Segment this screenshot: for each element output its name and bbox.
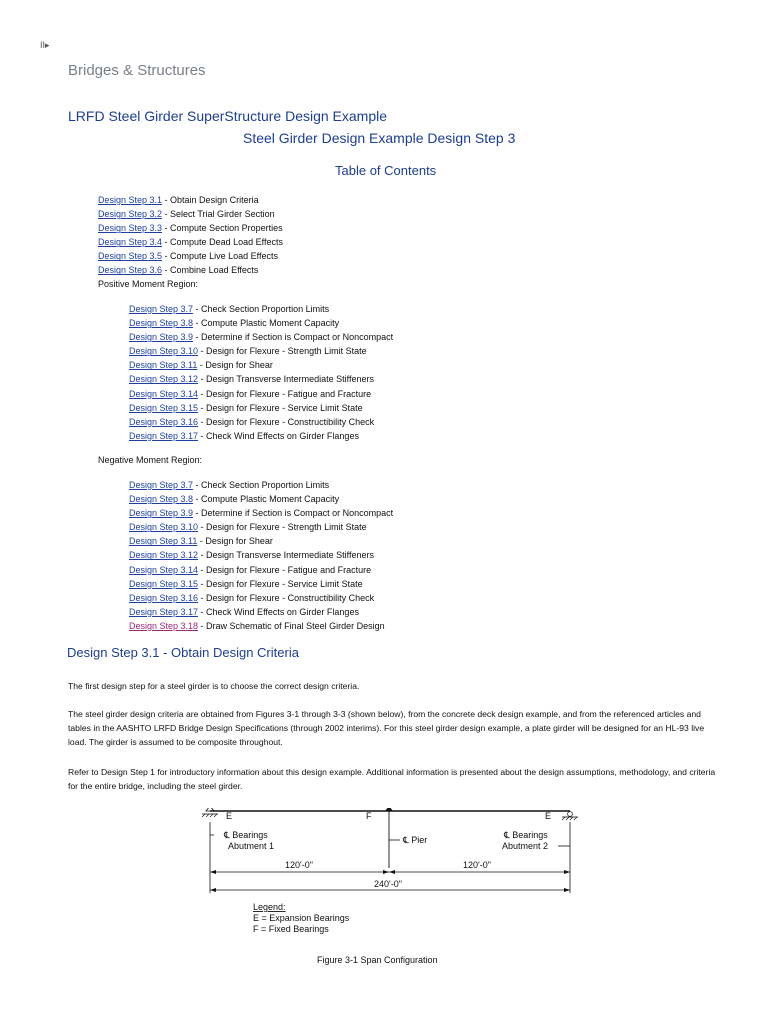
right-support-symbol: [562, 812, 578, 820]
toc-title: Table of Contents: [335, 163, 437, 178]
toc-item: [129, 534, 393, 548]
toc-description: - Design for Flexure - Fatigue and Fracture: [198, 388, 372, 399]
toc-item: [129, 401, 393, 415]
toc-link[interactable]: Design Step 3.7: [129, 304, 194, 314]
pier-support-symbol: [385, 808, 393, 868]
legend-fixed: F = Fixed Bearings: [253, 924, 329, 934]
toc-description: - Design for Shear: [197, 536, 273, 547]
toc-link[interactable]: Design Step 3.12: [129, 374, 199, 385]
toc-description: - Compute Plastic Moment Capacity: [193, 318, 340, 329]
left-support-symbol: [202, 808, 218, 817]
toc-link[interactable]: Design Step 3.17: [129, 606, 199, 617]
cl-bearings-right-label: ℄ Bearings: [504, 830, 548, 840]
toc-description: - Select Trial Girder Section: [162, 209, 275, 220]
toc-item: [98, 221, 283, 235]
toc-item: [98, 263, 283, 277]
site-title: Bridges & Structures: [68, 62, 206, 79]
toc-link[interactable]: Design Step 3.10: [129, 346, 199, 357]
section-heading: Design Step 3.1 - Obtain Design Criteria: [67, 645, 299, 660]
toc-item: [129, 387, 393, 401]
toc-item: [129, 591, 393, 605]
span-configuration-figure: [190, 808, 590, 948]
support-label-right: E: [545, 811, 552, 821]
toc-item: [129, 478, 393, 492]
toc-description: - Compute Live Load Effects: [162, 251, 278, 262]
toc-link[interactable]: Design Step 3.15: [129, 402, 199, 413]
span-total-dimension: 240'-0": [374, 879, 402, 889]
toc-item: [129, 520, 393, 534]
toc-description: - Check Section Proportion Limits: [193, 480, 330, 490]
toc-item: [129, 330, 393, 344]
toc-description: - Determine if Section is Compact or Noncompact: [193, 508, 394, 519]
cl-pier-label: ℄ Pier: [403, 835, 428, 845]
toc-item: [129, 548, 393, 562]
toc-item: [129, 316, 393, 330]
toc-link[interactable]: Design Step 3.18: [129, 620, 199, 631]
toc-description: - Design Transverse Intermediate Stiffeners: [198, 374, 374, 385]
toc-link[interactable]: Design Step 3.14: [129, 564, 199, 575]
toc-item: [98, 193, 283, 207]
toc-description: - Determine if Section is Compact or Noncompact: [193, 332, 394, 343]
abutment-right-label: Abutment 2: [502, 841, 549, 851]
positive-region-label: Positive Moment Region:: [98, 279, 199, 289]
toc-link[interactable]: Design Step 3.15: [129, 578, 199, 589]
toc-link[interactable]: Design Step 3.5: [98, 251, 163, 262]
span-right-dimension: 120'-0": [463, 860, 491, 870]
toc-description: - Check Wind Effects on Girder Flanges: [198, 430, 359, 441]
toc-item: [129, 372, 393, 386]
support-label-left: E: [226, 811, 233, 821]
toc-description: - Design for Flexure - Fatigue and Fracture: [198, 564, 372, 575]
toc-item: [129, 605, 393, 619]
toc-description: - Design for Flexure - Service Limit State: [198, 402, 363, 413]
toc-item: [98, 249, 283, 263]
toc-item: [129, 344, 393, 358]
toc-description: - Check Wind Effects on Girder Flanges: [198, 606, 359, 617]
toc-description: - Draw Schematic of Final Steel Girder Design: [198, 620, 385, 631]
toc-negative-list: [129, 478, 393, 633]
toc-description: - Design for Flexure - Constructibility Check: [198, 416, 375, 427]
toc-description: - Design for Flexure - Service Limit State: [198, 578, 363, 589]
toc-link[interactable]: Design Step 3.16: [129, 416, 199, 427]
negative-region-label: Negative Moment Region:: [98, 455, 203, 465]
paragraph-criteria: The steel girder design criteria are obtained from Figures 3-1 through 3-3 (shown below), from the concrete deck design example, and from the referenced articles and tables in the AASHTO LRFD Bridge Design Specifications (through 2002 interims). For this steel girder design example, a plate girder will be designed for an HL-93 live load. The girder is assumed to be composite throughout.: [68, 709, 705, 747]
toc-item: [129, 492, 393, 506]
toc-item: [129, 415, 393, 429]
toc-link[interactable]: Design Step 3.8: [129, 494, 194, 505]
toc-link[interactable]: Design Step 3.3: [98, 223, 163, 234]
toc-description: - Obtain Design Criteria: [162, 195, 259, 205]
toc-description: - Design for Flexure - Constructibility Check: [198, 592, 375, 603]
toc-item: [129, 506, 393, 520]
paragraph-intro: The first design step for a steel girder is to choose the correct design criteria.: [68, 681, 360, 691]
toc-item: [129, 429, 393, 443]
span-left-dimension: 120'-0": [285, 860, 313, 870]
paragraph-reference: Refer to Design Step 1 for introductory information about this design example. Additional information is presented about the design assumptions, methodology, and criteria for the entire bridge, including the steel girder.: [68, 767, 716, 791]
toc-link[interactable]: Design Step 3.7: [129, 480, 194, 490]
toc-description: - Check Section Proportion Limits: [193, 304, 330, 314]
toc-description: - Combine Load Effects: [162, 265, 259, 276]
support-label-mid: F: [366, 811, 372, 821]
toc-main-list: [98, 193, 283, 278]
toc-link[interactable]: Design Step 3.1: [98, 195, 163, 205]
page-marker: II▸: [40, 40, 50, 50]
step-title: Steel Girder Design Example Design Step 3: [243, 130, 516, 146]
toc-item: [129, 563, 393, 577]
toc-link[interactable]: Design Step 3.16: [129, 592, 199, 603]
legend-expansion: E = Expansion Bearings: [253, 913, 350, 923]
toc-link[interactable]: Design Step 3.8: [129, 318, 194, 329]
toc-description: - Compute Plastic Moment Capacity: [193, 494, 340, 505]
toc-item: [98, 207, 283, 221]
toc-item: [129, 358, 393, 372]
toc-description: - Design for Shear: [197, 360, 273, 371]
legend-title: Legend:: [253, 902, 286, 912]
toc-link[interactable]: Design Step 3.9: [129, 332, 194, 343]
toc-link[interactable]: Design Step 3.2: [98, 209, 163, 220]
document-title: LRFD Steel Girder SuperStructure Design Example: [68, 108, 388, 124]
toc-link[interactable]: Design Step 3.14: [129, 388, 199, 399]
toc-item: [129, 302, 393, 316]
toc-link[interactable]: Design Step 3.11: [129, 536, 198, 547]
toc-link[interactable]: Design Step 3.17: [129, 430, 199, 441]
abutment-left-label: Abutment 1: [228, 841, 275, 851]
toc-description: - Compute Dead Load Effects: [162, 237, 283, 248]
toc-description: - Design for Flexure - Strength Limit State: [198, 346, 367, 357]
toc-link[interactable]: Design Step 3.10: [129, 522, 199, 533]
toc-item: [98, 235, 283, 249]
toc-positive-list: [129, 302, 393, 443]
toc-description: - Design for Flexure - Strength Limit State: [198, 522, 367, 533]
cl-bearings-left-label: ℄ Bearings: [224, 830, 268, 840]
figure-caption: Figure 3-1 Span Configuration: [317, 955, 438, 965]
toc-description: - Design Transverse Intermediate Stiffeners: [198, 550, 374, 561]
toc-item: [129, 619, 393, 633]
toc-link[interactable]: Design Step 3.6: [98, 265, 163, 276]
toc-link[interactable]: Design Step 3.9: [129, 508, 194, 519]
toc-item: [129, 577, 393, 591]
toc-link[interactable]: Design Step 3.4: [98, 237, 163, 248]
toc-link[interactable]: Design Step 3.12: [129, 550, 199, 561]
toc-link[interactable]: Design Step 3.11: [129, 360, 198, 371]
toc-description: - Compute Section Properties: [162, 223, 283, 234]
